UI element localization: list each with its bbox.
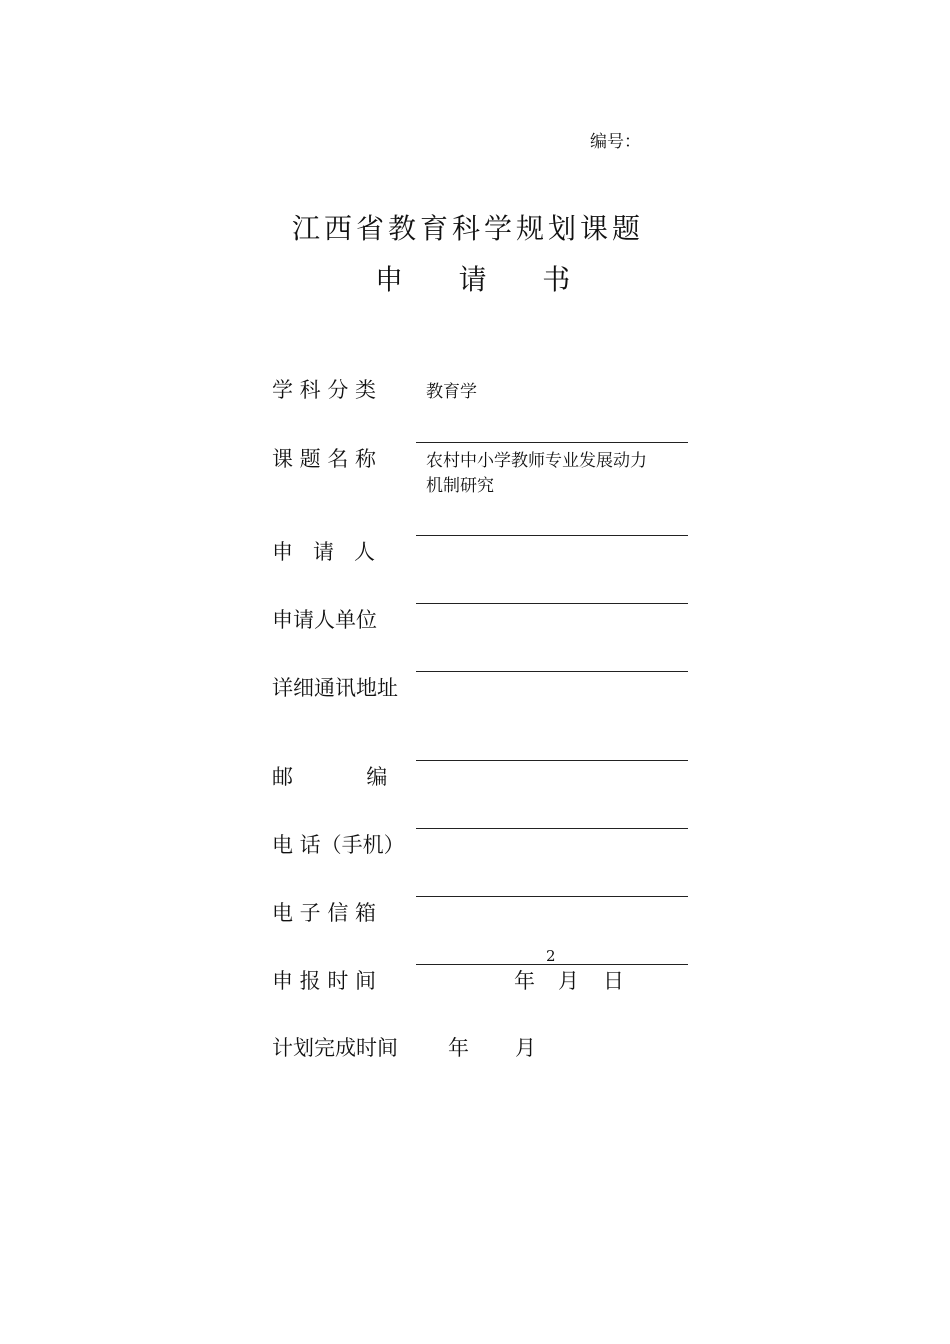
topic-label: 课 题 名 称 [272, 447, 377, 471]
email-label: 电 子 信 箱 [272, 901, 377, 925]
plan-complete-label: 计划完成时间 [272, 1036, 398, 1060]
submit-date-day: 日 [603, 969, 624, 993]
document-subtitle: 申 请 书 [375, 263, 575, 296]
address-label: 详细通讯地址 [272, 676, 398, 700]
phone-underline [416, 828, 688, 829]
applicant-underline [416, 535, 688, 536]
submit-date-underline [416, 964, 688, 965]
subject-value: 教育学 [426, 382, 477, 402]
email-underline [416, 896, 688, 897]
postcode-label: 邮 编 [272, 765, 388, 789]
applicant-label: 申 请 人 [272, 540, 376, 564]
topic-value-line1: 农村中小学教师专业发展动力 [426, 451, 647, 471]
postcode-underline [416, 760, 688, 761]
submit-date-month: 月 [558, 969, 579, 993]
submit-date-label: 申 报 时 间 [272, 969, 377, 993]
serial-number-label: 编号： [590, 132, 641, 152]
subject-label: 学 科 分 类 [272, 378, 377, 402]
document-title: 江西省教育科学规划课题 [292, 212, 645, 245]
applicant-unit-underline [416, 603, 688, 604]
applicant-unit-label: 申请人单位 [272, 608, 377, 632]
topic-value-line2: 机制研究 [426, 476, 494, 496]
topic-underline [416, 442, 688, 443]
plan-complete-year: 年 [448, 1036, 469, 1060]
page-number: 2 [546, 947, 556, 965]
plan-complete-month: 月 [515, 1036, 536, 1060]
submit-date-year: 年 [514, 969, 535, 993]
address-underline [416, 671, 688, 672]
phone-label: 电 话（手机） [272, 833, 405, 857]
